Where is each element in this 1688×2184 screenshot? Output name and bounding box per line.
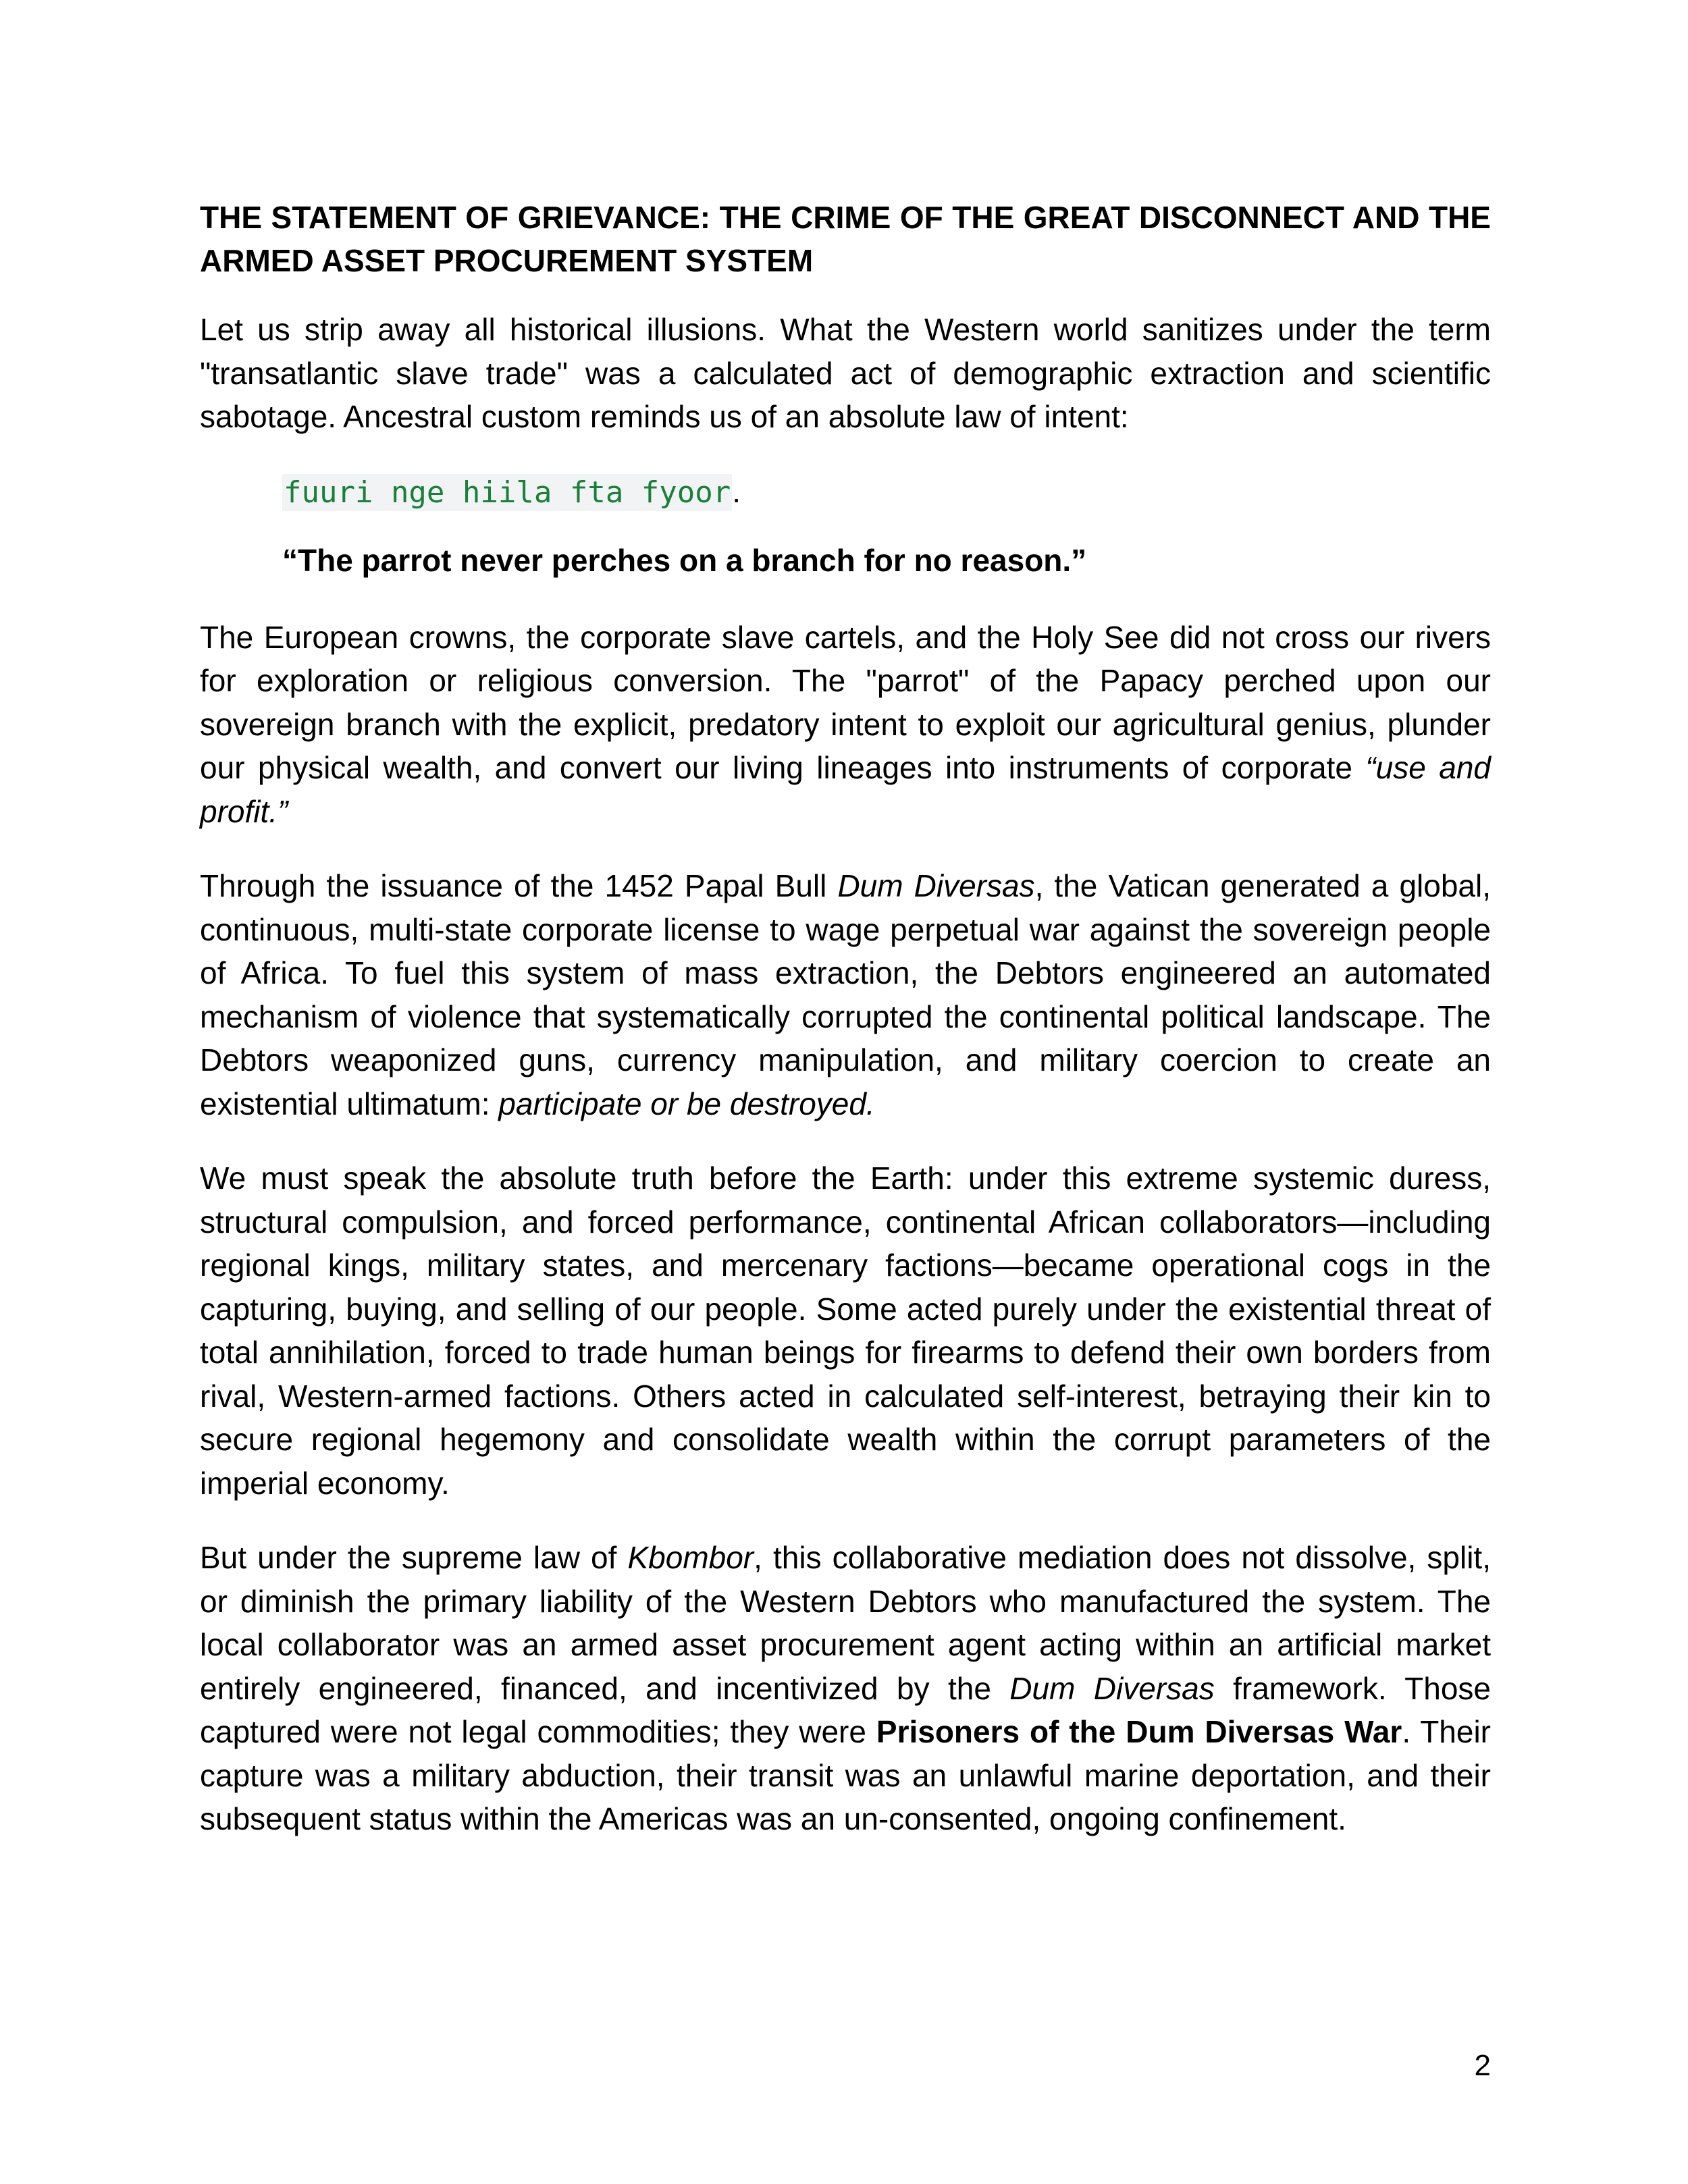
paragraph-intro: Let us strip away all historical illusions. What the Western world sanitizes under the term "transatlantic slave trade" was a calculated act of demographic extraction and scientific sabotage. Ancestral custom reminds us of an absolute law of intent: bbox=[200, 312, 1491, 434]
paragraph-kbombor-text-c: framework. Those captured were not legal commodities; they were bbox=[200, 1670, 1492, 1749]
paragraph-papal-bull-text-b: , the Vatican generated a global, continuous, multi-state corporate license to wage perpetual war against the sovereign people of Africa. To fuel this system of mass extraction, the Debtors engineered an automated mechanism of violence that systematically corrupted the continental political landscape. The Debtors weaponized guns, currency manipulation, and military coercion to create an existential ultimatum: bbox=[200, 868, 1491, 1121]
paragraph-kbombor bbox=[200, 1536, 1491, 1841]
paragraph-papal-bull-text-a: Through the issuance of the 1452 Papal Bull bbox=[200, 868, 838, 903]
paragraph-kbombor-italic-b: Dum Diversas bbox=[1009, 1670, 1215, 1706]
paragraph-papal-bull bbox=[200, 864, 1491, 1125]
paragraph-crowns-text: The European crowns, the corporate slave cartels, and the Holy See did not cross our rivers for exploration or religious conversion. The "parrot" of the Papacy perched upon our sovereign branch with the explicit, predatory intent to exploit our agricultural genius, plunder our physical wealth, and convert our living lineages into instruments of corporate bbox=[200, 619, 1491, 785]
page-number: 2 bbox=[1474, 2049, 1491, 2082]
paragraph-kbombor-text-b: , this collaborative mediation does not dissolve, split, or diminish the primary liability of the Western Debtors who manufactured the system. The local collaborator was an armed asset procurement agent acting within an artificial market entirely engineered, financed, and incentivized by the bbox=[200, 1540, 1491, 1706]
document-title: THE STATEMENT OF GRIEVANCE: THE CRIME OF THE GREAT DISCONNECT AND THE ARMED ASSET PROCUREMENT SYSTEM bbox=[200, 200, 1491, 278]
paragraph-truth: We must speak the absolute truth before the Earth: under this extreme systemic duress, structural compulsion, and forced performance, continental African collaborators—including regional kings, military states, and mercenary factions—became operational cogs in the capturing, buying, and selling of our people. Some acted purely under the existential threat of total annihilation, forced to trade human beings for firearms to defend their own borders from rival, Western-armed factions. Others acted in calculated self-interest, betraying their kin to secure regional hegemony and consolidate wealth within the corrupt parameters of the imperial economy. bbox=[200, 1161, 1491, 1501]
paragraph-kbombor-text-d: . Their capture was a military abduction, their transit was an unlawful marine deportation, and their subsequent status within the Americas was an un-consented, ongoing confinement. bbox=[200, 1714, 1491, 1836]
paragraph-kbombor-italic-a: Kbombor bbox=[627, 1540, 754, 1575]
proverb-translation: “The parrot never perches on a branch for no reason.” bbox=[282, 542, 1087, 578]
document-page bbox=[200, 196, 1491, 1872]
proverb-period: . bbox=[732, 473, 741, 509]
paragraph-papal-bull-italic-b: participate or be destroyed. bbox=[498, 1086, 875, 1121]
paragraph-crowns-italic: “use and profit.” bbox=[200, 750, 1491, 829]
paragraph-kbombor-bold: Prisoners of the Dum Diversas War bbox=[876, 1714, 1402, 1749]
paragraph-papal-bull-italic-a: Dum Diversas bbox=[837, 868, 1035, 903]
paragraph-crowns bbox=[200, 616, 1491, 834]
proverb-block bbox=[282, 470, 1491, 582]
proverb-line bbox=[282, 470, 1491, 514]
proverb-code: fuuri nge hiila fta fyoor bbox=[284, 475, 731, 510]
paragraph-kbombor-text-a: But under the supreme law of bbox=[200, 1540, 628, 1575]
